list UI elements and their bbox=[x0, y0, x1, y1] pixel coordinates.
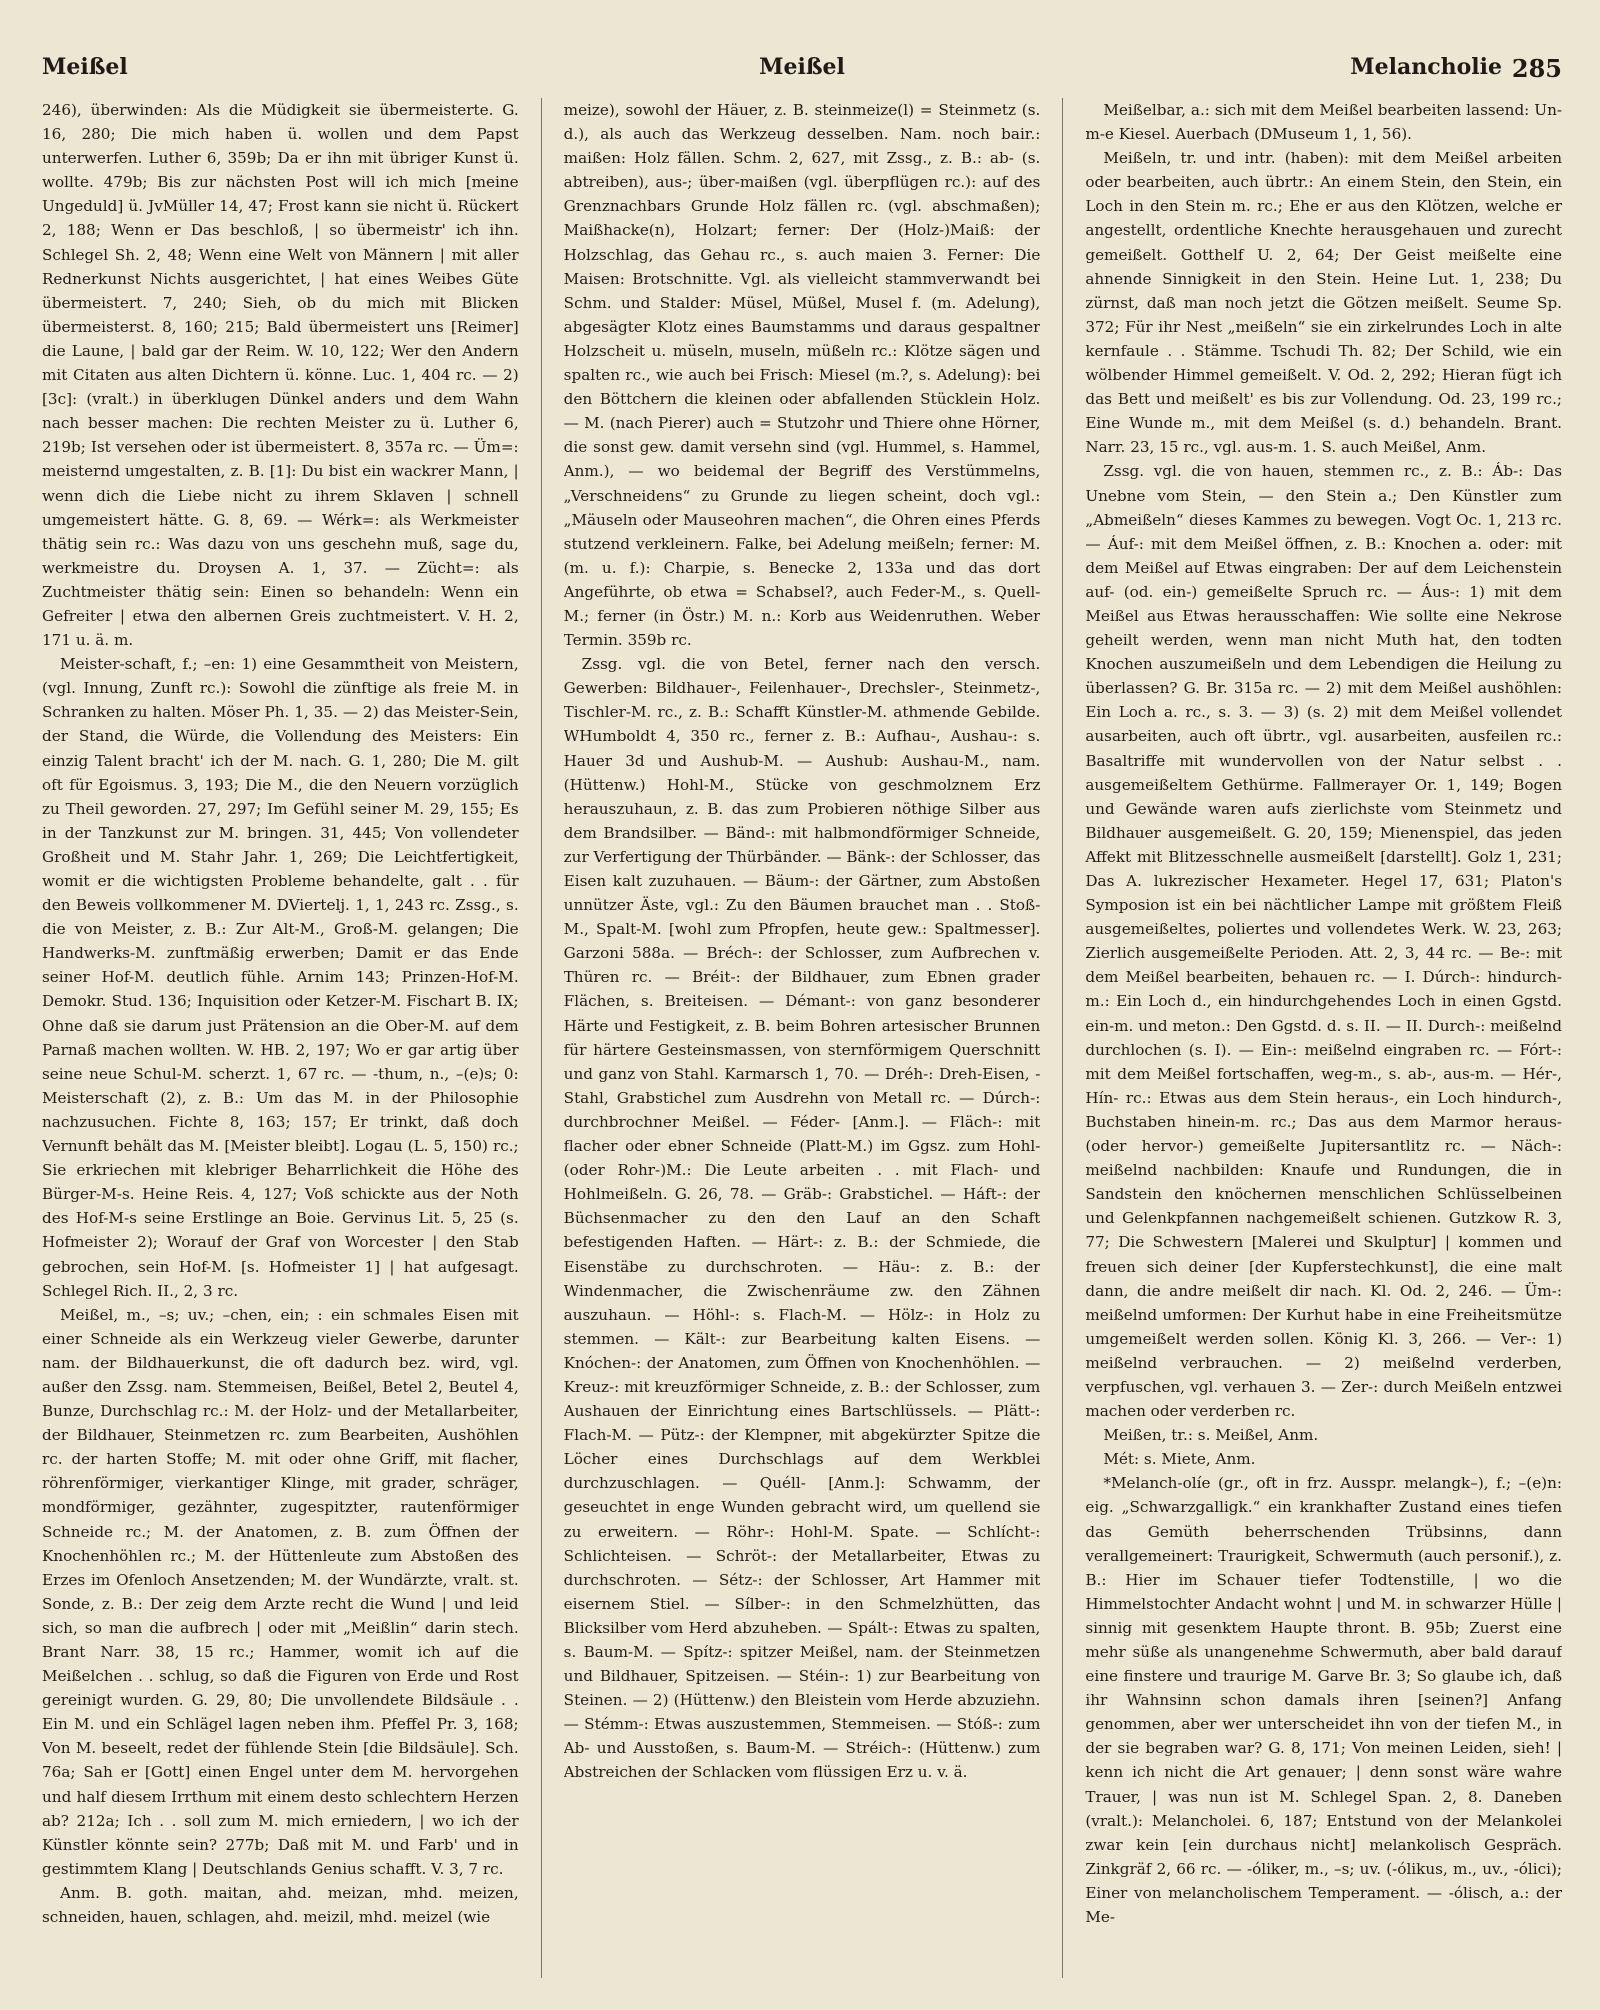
entry-melancholie: *Melanch-olíe (gr., oft in frz. Ausspr. melangk–), f.; –(e)n: eig. „Schwarzgalligk.“ ein krankhafter Zustand eines tiefen das Gemüth beherrschenden Trübsinns, dann verallgemeinert: Traurigkeit, Schwermuth (auch personif.), z. B.: Hier im Schauer tiefer Todtenstille, | wo die Himmelstochter Andacht wohnt | und M. in schwarzer Hülle | sinnig mit gesenktem Haupte thront. B. 95b; Zuerst eine mehr süße als unangenehme Schwermuth, aber bald darauf eine finstere und traurige M. Garve Br. 3; So glaube ich, daß ihr Wahnsinn schon damals ihren [seinen?] Anfang genommen, aber wer unterscheidet ihn von der tiefen M., in der sie begraben war? G. 8, 171; Von meinen Leiden, sieh! | kenn ich nicht die Art genauer; | denn sonst wäre wahre Trauer, | was nun ist M. Schlegel Span. 2, 8. Daneben (vralt.): Melancholei. 6, 187; Entstund von der Melankolei zwar kein [ein durchaus nicht] melankolisch Gespräch. Zinkgräf 2, 66 rc. — -óliker, m., –s; uv. (-ólikus, m., uv., -ólici); Einer von melancholischem Temperament. — -ólisch, a.: der Me- bbox=[1085, 1474, 1563, 1927]
text-columns bbox=[42, 98, 1562, 1978]
entry-meisterschaft: Meister-schaft, f.; –en: 1) eine Gesammtheit von Meistern, (vgl. Innung, Zunft rc.): Sowohl die zünftige als freie M. in Schranken zu halten. Möser Ph. 1, 35. — 2) das Meister-Sein, der Stand, die Würde, die Vollendung des Meisters: Ein einzig Talent bracht' ich der M. nach. G. 1, 280; Die M. gilt oft für Egoismus. 3, 193; Die M., die den Neuern vorzüglich zu Theil geworden. 27, 297; Im Gefühl seiner M. 29, 155; Es in der Tanzkunst zur M. bringen. 31, 445; Von vollendeter Großheit und M. Stahr Jahr. 1, 269; Die Leichtfertigkeit, womit er die wichtigsten Probleme behandelte, galt . . für den Beweis vollkommener M. DViertelj. 1, 1, 243 rc. Zssg., s. die von Meister, z. B.: Zur Alt-M., Groß-M. gelangen; Die Handwerks-M. zunftmäßig erwerben; Damit er das Ende seiner Hof-M. deutlich fühle. Arnim 143; Prinzen-Hof-M. Demokr. Stud. 136; Inquisition oder Ketzer-M. Fischart B. IX; Ohne daß sie darum just Prätension an die Ober-M. auf dem Parnaß machen wollten. W. HB. 2, 197; Wo er gar artig über seine neue Schul-M. scherzt. 1, 67 rc. — -thum, n., –(e)s; 0: Meisterschaft (2), z. B.: Um das M. in der Philosophie nachzusuchen. Fichte 8, 163; 157; Er trinkt, daß doch Vernunft behält das M. [Meister bleibt]. Logau (L. 5, 150) rc.; Sie erkriechen mit klebriger Beharrlichkeit die Höhe des Bürger-M-s. Heine Reis. 4, 127; Voß schickte aus der Noth des Hof-M-s seine Erstlinge an Boie. Gervinus Lit. 5, 25 (s. Hofmeister 2); Worauf der Graf von Worcester | den Stab gebrochen, sein Hof-M. [s. Hofmeister 1] | hat aufgesagt. Schlegel Rich. II., 2, 3 rc. bbox=[42, 655, 519, 1300]
entry-compounds: Zssg. vgl. die von hauen, stemmen rc., z. B.: Áb-: Das Unebne vom Stein, — den Stein a.; Den Künstler zum „Abmeißeln“ dieses Kammes zu bewegen. Vogt Oc. 1, 213 rc. — Áuf-: mit dem Meißel öffnen, z. B.: Knochen a. oder: mit dem Meißel auf Etwas eingraben: Der auf dem Leichenstein auf- (od. ein-) gemeißelte Spruch rc. — Áus-: 1) mit dem Meißel aus Etwas herausschaffen: Wie sollte eine Nekrose geheilt werden, wenn man nicht Muth hat, den todten Knochen auszumeißeln und dem Lebendigen die Heilung zu überlassen? G. Br. 315a rc. — 2) mit dem Meißel aushöhlen: Ein Loch a. rc., s. 3. — 3) (s. 2) mit dem Meißel vollendet ausarbeiten, auch oft übrtr., vgl. ausarbeiten, ausfeilen rc.: Basaltriffe mit wundervollen von der Natur selbst . . ausgemeißeltem Gethürme. Fallmerayer Or. 1, 149; Bogen und Gewände waren aufs zierlichste vom Steinmetz und Bildhauer ausgemeißelt. G. 20, 159; Mienenspiel, das jeden Affekt mit Blitzesschnelle ausmeißelt [darstellt]. Golz 1, 231; Das A. lukrezischer Hexameter. Hegel 17, 631; Platon's Symposion ist ein bei nächtlicher Lampe mit größtem Fleiß ausgemeißeltes, poliertes und vollendetes Werk. W. 23, 263; Zierlich ausgemeißelte Perioden. Att. 2, 3, 44 rc. — Be-: mit dem Meißel bearbeiten, behauen rc. — I. Dúrch-: hindurch-m.: Ein Loch d., ein hindurchgehendes Loch in einen Ggstd. ein-m. und meton.: Den Ggstd. d. s. II. — II. Durch-: meißelnd durchlochen (s. I). — Ein-: meißelnd eingraben rc. — Fórt-: mit dem Meißel fortschaffen, weg-m., s. ab-, aus-m. — Hér-, Hín- rc.: Etwas aus dem Stein heraus-, ein Loch hindurch-, Buchstaben hinein-m. rc.; Das aus dem Marmor heraus- (oder hervor-) gemeißelte Jupitersantlitz rc. — Näch-: meißelnd nachbilden: Knaufe und Rundungen, die in Sandstein den knöchernen menschlichen Schlüsselbeinen und Gelenkpfannen nachgemeißelt schienen. Gutzkow R. 3, 77; Die Schwestern [Malerei und Skulptur] | kommen und freuen sich deiner [der Kupferstechkunst], die eine malt dann, die andre meißelt dir nach. Kl. Od. 2, 246. — Üm-: meißelnd umformen: Der Kurhut habe in eine Freiheitsmütze umgemeißelt werden sollen. König Kl. 3, 266. — Ver-: 1) meißelnd verbrauchen. — 2) meißelnd verderben, verpfuschen, vgl. verhauen 3. — Zer-: durch Meißeln entzwei machen oder verderben rc. bbox=[1085, 462, 1563, 1421]
column-2 bbox=[564, 98, 1041, 1978]
entry-text: meize), sowohl der Häuer, z. B. steinmeize(l) = Steinmetz (s. d.), als auch das Werkzeug desselben. Nam. noch bair.: maißen: Holz fällen. Schm. 2, 627, mit Zssg., z. B.: ab- (s. abtreiben), aus-; über-maißen (vgl. überpflügen rc.): auf des Grenznachbars Grunde Holz fällen rc. (vgl. abschmaßen); Maißhacke(n), Holzart; ferner: Der (Holz-)Maiß: der Holzschlag, das Gehau rc., s. auch maien 3. Ferner: Die Maisen: Brotschnitte. Vgl. als vielleicht stammverwandt bei Schm. und Stalder: Müsel, Müßel, Musel f. (m. Adelung), abgesägter Klotz eines Baumstamms und daraus gespaltner Holzscheit u. müseln, museln, müßeln rc.: Klötze sägen und spalten rc., wie auch bei Frisch: Miesel (m.?, s. Adelung): bei den Böttchern die kleinen oder abfallenden Stücklein Holz. — M. (nach Pierer) auch = Stutzohr und Thiere ohne Hörner, die sonst gew. damit versehn sind (vgl. Hummel, s. Hammel, Anm.), — wo beidemal der Begriff des Verstümmelns, „Verschneidens“ zu Grunde zu liegen scheint, doch vgl.: „Mäuseln oder Mauseohren machen“, die Ohren eines Pferds stutzend verkleinern. Falke, bei Adelung meißeln; ferner: M. (m. u. f.): Charpie, s. Benecke 2, 133a und das dort Angeführte, ob etwa = Schabsel?, auch Feder-M., s. Quell-M.; ferner (in Östr.) M. n.: Korb aus Weidenruthen. Weber Termin. 359b rc. bbox=[563, 101, 1041, 650]
page-header bbox=[42, 54, 1562, 98]
entry-compounds: Zssg. vgl. die von Betel, ferner nach den versch. Gewerben: Bildhauer-, Feilenhauer-, Drechsler-, Steinmetz-, Tischler-M. rc., z. B.: Schafft Künstler-M. athmende Gebilde. WHumboldt 4, 350 rc., ferner z. B.: Aufhau-, Aushau-: s. Hauer 3d und Aushub-M. — Aushub: Aushau-M., nam. (Hüttenw.) Hohl-M., Stücke von geschmolznem Erz herauszuhaun, z. B. das zum Probieren nöthige Silber aus dem Brandsilber. — Bänd-: mit halbmondförmiger Schneide, zur Verfertigung der Thürbänder. — Bänk-: der Schlosser, das Eisen kalt zuzuhauen. — Bäum-: der Gärtner, zum Abstoßen unnützer Äste, vgl.: Zu den Bäumen brauchet man . . Stoß-M., Spalt-M. [wohl zum Pfropfen, heute gew.: Spaltmesser]. Garzoni 588a. — Bréch-: der Schlosser, zum Aufbrechen v. Thüren rc. — Bréit-: der Bildhauer, zum Ebnen grader Flächen, s. Breiteisen. — Démant-: von ganz besonderer Härte und Festigkeit, z. B. beim Bohren artesischer Brunnen für härtere Gesteinsmassen, von sternförmigem Querschnitt und ganz von Stahl. Karmarsch 1, 70. — Dréh-: Dreh-Eisen, -Stahl, Grabstichel zum Ausdrehn von Metall rc. — Dúrch-: durchbrochner Meißel. — Féder- [Anm.]. — Fläch-: mit flacher oder ebner Schneide (Platt-M.) im Ggsz. zum Hohl- (oder Rohr-)M.: Die Leute arbeiten . . mit Flach- und Hohlmeißeln. G. 26, 78. — Gräb-: Grabstichel. — Háft-: der Büchsenmacher zu den den Lauf an den Schaft befestigenden Haften. — Härt-: z. B.: der Schmiede, die Eisenstäbe zu durchschroten. — Häu-: z. B.: der Windenmacher, die Zwischenräume zw. den Zähnen auszuhaun. — Höhl-: s. Flach-M. — Hölz-: in Holz zu stemmen. — Kält-: zur Bearbeitung kalten Eisens. — Knóchen-: der Anatomen, zum Öffnen von Knochenhöhlen. — Kreuz-: mit kreuzförmiger Schneide, z. B.: der Schlosser, zum Aushauen der Einrichtung eines Bartschlüssels. — Plätt-: Flach-M. — Pütz-: der Klempner, mit abgekürzter Spitze die Löcher eines Durchschlags auf dem Werkblei durchzuschlagen. — Quéll- [Anm.]: Schwamm, der geseuchtet in enge Wunden gebracht wird, um quellend sie zu erweitern. — Röhr-: Hohl-M. Spate. — Schlícht-: Schlichteisen. — Schröt-: der Metallarbeiter, Etwas zu durchschroten. — Sétz-: der Schlosser, Art Hammer mit eisernem Stiel. — Sílber-: in den Schmelzhütten, das Blicksilber vom Herd abzuheben. — Spált-: Etwas zu spalten, s. Baum-M. — Spítz-: spitzer Meißel, nam. der Steinmetzen und Bildhauer, Spitzeisen. — Stéin-: 1) zur Bearbeitung von Steinen. — 2) (Hüttenw.) den Bleistein vom Herde abzuziehn. — Stémm-: Etwas auszustemmen, Stemmeisen. — Stóß-: zum Ab- und Ausstoßen, s. Baum-M. — Stréich-: (Hüttenw.) zum Abstreichen der Schlacken vom flüssigen Erz u. v. ä. bbox=[563, 655, 1041, 1782]
entry-met: Mét: s. Miete, Anm. bbox=[1103, 1450, 1256, 1469]
entry-meissel: Meißel, m., –s; uv.; –chen, ein; : ein schmales Eisen mit einer Schneide als ein Werkzeug vieler Gewerbe, darunter nam. der Bildhauerkunst, die oft dadurch bez. wird, vgl. außer den Zssg. nam. Stemmeisen, Beißel, Betel 2, Beutel 4, Bunze, Durchschlag rc.: M. der Holz- und der Metallarbeiter, der Bildhauer, Steinmetzen rc. zum Bearbeiten, Aushöhlen rc. der harten Stoffe; M. mit oder ohne Griff, mit flacher, röhrenförmiger, vierkantiger Klinge, mit grader, schräger, mondförmiger, gezähnter, zugespitzter, rautenförmiger Schneide rc.; M. der Anatomen, z. B. zum Öffnen der Knochenhöhlen rc.; M. der Hüttenleute zum Abstoßen des Erzes im Ofenloch Ansetzenden; M. der Wundärzte, vralt. st. Sonde, z. B.: Der zeig dem Arzte recht die Wund | und leid sich, so man die aufbrech | oder mit „Meißlin“ darin stech. Brant Narr. 38, 15 rc.; Hammer, womit ich auf die Meißelchen . . schlug, so daß die Figuren von Erde und Rost gereinigt wurden. G. 29, 80; Die unvollendete Bildsäule . . Ein M. und ein Schlägel lagen neben ihm. Pfeffel Pr. 3, 168; Von M. beseelt, redet der fühlende Stein [die Bildsäule]. Sch. 76a; Sah er [Gott] einen Engel unter dem M. hervorgehen und half diesem Irrthum mit einem desto schlechtern Herzen ab? 212a; Ich . . soll zum M. mich erniedern, | wo ich der Künstler könnte sein? 277b; Daß mit M. und Farb' und in gestimmtem Klang | Deutschlands Genius schafft. V. 3, 7 rc. bbox=[42, 1305, 519, 1878]
entry-text: 246), überwinden: Als die Müdigkeit sie übermeisterte. G. 16, 280; Die mich haben ü. wollen und dem Papst unterwerfen. Luther 6, 359b; Da er ihn mit übriger Kunst ü. wollte. 479b; Bis zur nächsten Post will ich mich [meine Ungeduld] ü. JvMüller 14, 47; Frost kann sie nicht ü. Rückert 2, 188; Wenn er Das beschloß, | so übermeistr' ich ihn. Schlegel Sh. 2, 48; Wenn eine Welt von Männern | mit aller Rednerkunst Nichts ausgerichtet, | hat eines Weibes Güte übermeistert. 7, 240; Sieh, ob du mich mit Blicken übermeisterst. 8, 160; 215; Bald übermeistert uns [Reimer] die Laune, | bald gar der Reim. W. 10, 122; Wer den Andern mit Citaten aus alten Dichtern ü. könne. Luc. 1, 404 rc. — 2) [3c]: (vralt.) in überklugen Dünkel anders und dem Wahn nach besser machen: Die rechten Meister zu ü. Luther 6, 219b; Ist versehen oder ist übermeistert. 8, 357a rc. — Üm=: meisternd umgestalten, z. B. [1]: Du bist ein wackrer Mann, | wenn dich die Liebe nicht zu ihrem Sklaven | schnell umgemeistert hätte. G. 8, 69. — Wérk=: als Werkmeister thätig sein rc.: Was dazu von uns geschehn muß, sage du, werkmeistre du. Droysen A. 1, 37. — Zücht=: als Zuchtmeister thätig sein: Einen so behandeln: Wenn ein Gefreiter | etwa den albernen Greis zuchtmeistert. V. H. 2, 171 u. ä. m. bbox=[42, 101, 519, 650]
column-divider bbox=[541, 98, 542, 1978]
entry-note: Anm. B. goth. maitan, ahd. meizan, mhd. meizen, schneiden, hauen, schlagen, ahd. meizil, mhd. meizel (wie bbox=[42, 1883, 519, 1927]
entry-meissen: Meißen, tr.: s. Meißel, Anm. bbox=[1103, 1426, 1319, 1445]
column-1 bbox=[42, 98, 519, 1978]
right-running-headword: Melancholie bbox=[1350, 54, 1502, 80]
column-3 bbox=[1085, 98, 1562, 1978]
column-divider bbox=[1062, 98, 1063, 1978]
center-running-headword: Meißel bbox=[759, 54, 845, 80]
page-number: 285 bbox=[1511, 54, 1562, 83]
entry-meisselbar: Meißelbar, a.: sich mit dem Meißel bearbeiten lassend: Un-m-e Kiesel. Auerbach (DMuseum 1, 1, 56). bbox=[1085, 101, 1563, 144]
entry-meisseln: Meißeln, tr. und intr. (haben): mit dem Meißel arbeiten oder bearbeiten, auch übrtr.: An einem Stein, den Stein, ein Loch in den Stein m. rc.; Ehe er aus den Klötzen, welche er angestellt, ordentliche Knechte herausgehauen und zurecht gemeißelt. Gotthelf U. 2, 64; Der Geist meißelte eine ahnende Sinnigkeit in den Stein. Heine Lut. 1, 238; Du zürnst, daß man noch jetzt die Götzen meißelt. Seume Sp. 372; Für ihr Nest „meißeln“ sie ein zirkelrundes Loch in alte kernfaule . . Stämme. Tschudi Th. 82; Der Schild, wie ein wölbender Himmel gemeißelt. V. Od. 2, 292; Hieran fügt ich das Bett und meißelt' es bis zur Vollendung. Od. 23, 199 rc.; Eine Wunde m., mit dem Meißel (s. d.) behandeln. Brant. Narr. 23, 15 rc., vgl. aus-m. 1. S. auch Meißel, Anm. bbox=[1085, 149, 1563, 457]
left-running-headword: Meißel bbox=[42, 54, 128, 80]
